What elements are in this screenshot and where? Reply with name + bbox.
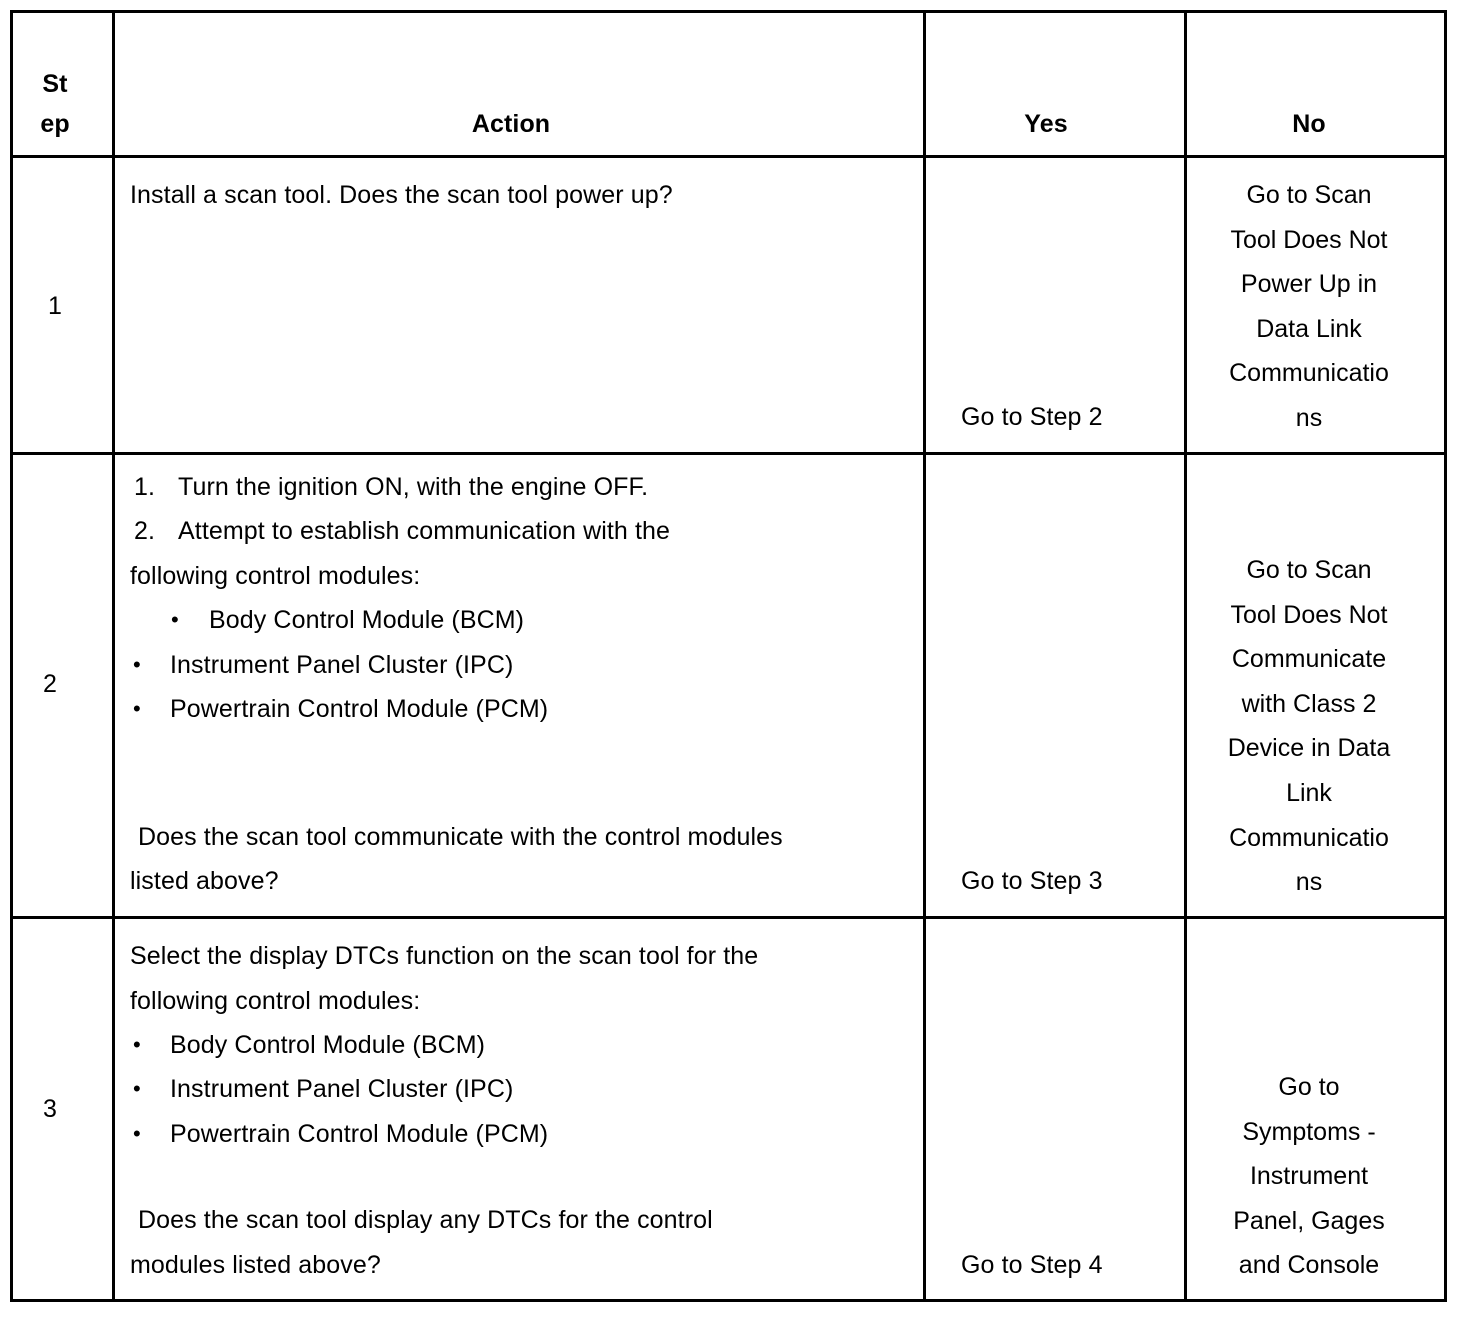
row-1-no-line: Data Link (1256, 314, 1362, 343)
row-2-no-line: Tool Does Not (1230, 600, 1388, 629)
row-3-bullet-1: Body Control Module (BCM) (170, 1031, 486, 1059)
column-divider-step (112, 10, 115, 1302)
row-2-no-line: Link (1286, 778, 1332, 807)
table-border-left (10, 10, 13, 1302)
row-2-continuation: following control modules: (130, 562, 421, 590)
row-2-num-1: 1. (134, 473, 156, 501)
row-2-step-1-text: Turn the ignition ON, with the engine OFF. (178, 473, 649, 501)
row-3-intro-line2: following control modules: (130, 987, 421, 1015)
row-3-no-line: Go to (1278, 1073, 1340, 1101)
bullet-icon: • (133, 652, 141, 677)
bullet-icon: • (133, 1032, 141, 1057)
row-2-num-2: 2. (134, 517, 156, 545)
row-1-action: Install a scan tool. Does the scan tool power up? (130, 181, 673, 209)
bullet-icon: • (133, 1076, 141, 1101)
row-2-no-line: Device in Data (1227, 734, 1391, 763)
table-border-top (10, 10, 1447, 13)
row-2-no (1187, 548, 1431, 905)
row-2-no-line: Communicate (1231, 645, 1387, 674)
row-1-no-line: Tool Does Not (1230, 225, 1388, 254)
row-2-question-line1: Does the scan tool communicate with the control modules (138, 823, 783, 851)
row-2-yes: Go to Step 3 (961, 867, 1103, 895)
bullet-icon: • (171, 607, 179, 632)
row-3-question-line2: modules listed above? (130, 1251, 381, 1279)
row-3-step: 3 (42, 1095, 57, 1123)
row-1-yes: Go to Step 2 (961, 403, 1103, 431)
row-3-no (1187, 1065, 1431, 1288)
header-divider (10, 155, 1447, 158)
row-3-intro-line1: Select the display DTCs function on the scan tool for the (130, 942, 759, 970)
row-3-no-line: Symptoms - (1242, 1117, 1376, 1146)
row-1-step: 1 (47, 292, 62, 320)
row-divider-1 (10, 452, 1447, 455)
row-2-question-line2: listed above? (130, 867, 279, 895)
header-yes: Yes (1024, 110, 1068, 138)
header-step-line1: St (42, 70, 68, 98)
column-divider-action (923, 10, 926, 1302)
table-border-bottom (10, 1299, 1447, 1302)
row-2-no-line: Communicatio (1229, 823, 1389, 852)
row-2-step: 2 (42, 670, 57, 698)
header-no: No (1292, 110, 1326, 138)
row-3-no-line: and Console (1238, 1251, 1380, 1280)
header-action: Action (471, 110, 551, 138)
row-2-bullet-1: Instrument Panel Cluster (IPC) (170, 651, 514, 679)
row-3-question-line1: Does the scan tool display any DTCs for the control (138, 1206, 713, 1234)
row-3-bullet-3: Powertrain Control Module (PCM) (170, 1120, 549, 1148)
row-2-bullet-2: Powertrain Control Module (PCM) (170, 695, 549, 723)
row-1-no-line: ns (1295, 403, 1323, 432)
row-3-no-line: Instrument (1249, 1162, 1369, 1191)
row-1-no-line: Communicatio (1229, 359, 1389, 388)
row-3-no-line: Panel, Gages (1233, 1206, 1385, 1235)
table-border-right (1444, 10, 1447, 1302)
bullet-icon: • (133, 696, 141, 721)
row-2-no-line: Go to Scan (1246, 556, 1372, 584)
row-3-yes: Go to Step 4 (961, 1251, 1103, 1279)
row-2-no-line: with Class 2 (1241, 689, 1377, 718)
bullet-icon: • (133, 1121, 141, 1146)
row-1-no-line: Go to Scan (1246, 181, 1372, 209)
row-2-step-2-text: Attempt to establish communication with the (178, 517, 671, 545)
row-1-no (1187, 173, 1431, 441)
row-divider-2 (10, 916, 1447, 919)
header-step-line2: ep (40, 110, 70, 138)
row-3-bullet-2: Instrument Panel Cluster (IPC) (170, 1075, 514, 1103)
row-1-no-line: Power Up in (1240, 270, 1378, 299)
row-2-sub-bullet: Body Control Module (BCM) (209, 606, 525, 634)
row-2-no-line: ns (1295, 868, 1323, 897)
